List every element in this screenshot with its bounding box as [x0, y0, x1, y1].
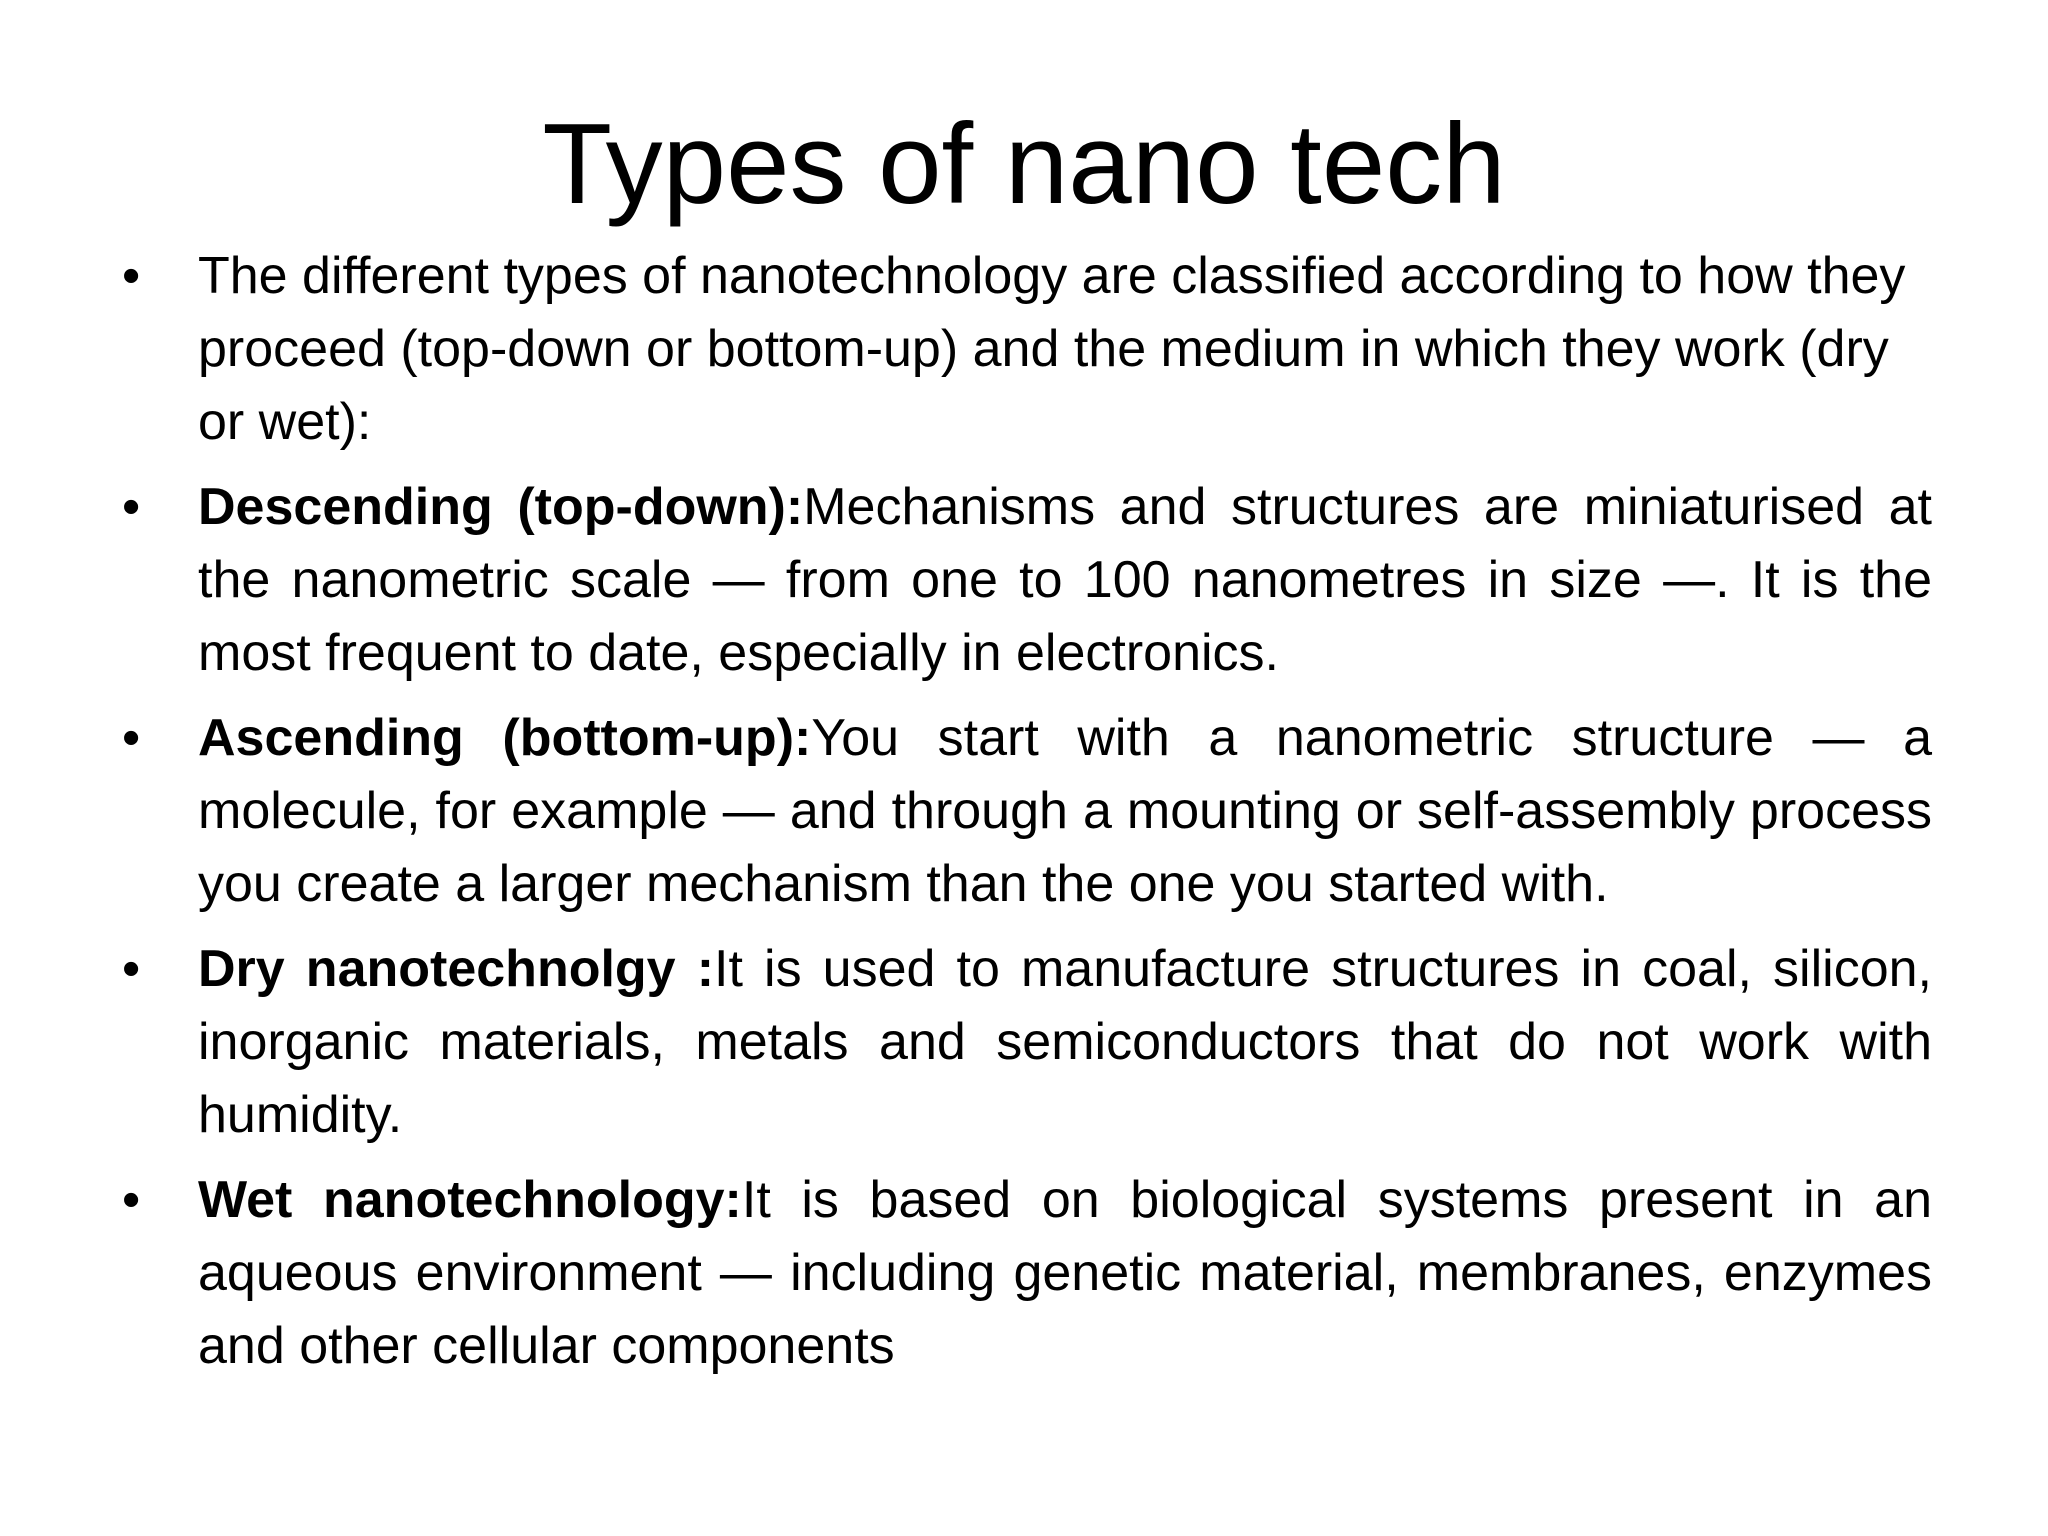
- bullet-text: You start with a nanometric structure — a molecule, for example — and through a mounting or self-assembly process you create a larger mechanism than the one you started with.: [198, 709, 1933, 913]
- bullet-text: It is based on biological systems present in an aqueous environment — including genetic material, membranes, enzymes and other cellular components: [198, 1171, 1933, 1375]
- bullet-icon: •: [122, 247, 141, 305]
- bullet-text: Mechanisms and structures are miniaturised at the nanometric scale — from one to 100 nanometres in size —. It is the most frequent to date, especially in electronics.: [198, 478, 1933, 682]
- bullet-icon: •: [122, 1171, 141, 1229]
- bullet-item-ascending: [122, 702, 1932, 921]
- bullet-item-wet: [122, 1164, 1932, 1383]
- bullet-icon: •: [122, 478, 141, 536]
- bullet-icon: •: [122, 709, 141, 767]
- bullet-term: Ascending (bottom-up):: [198, 709, 812, 767]
- bullet-text: The different types of nanotechnology are classified according to how they proceed (top-down or bottom-up) and the medium in which they work (dry or wet):: [198, 247, 1906, 451]
- bullet-term: Descending (top-down):: [198, 478, 804, 536]
- bullet-item-intro: [122, 240, 1932, 459]
- bullet-term: Dry nanotechnolgy :: [198, 940, 715, 998]
- bullet-item-descending: [122, 471, 1932, 690]
- bullet-item-dry: [122, 933, 1932, 1152]
- bullet-text: It is used to manufacture structures in coal, silicon, inorganic materials, metals and semiconductors that do not work with humidity.: [198, 940, 1932, 1144]
- slide-title: Types of nano tech: [542, 101, 1506, 228]
- bullet-icon: •: [122, 940, 141, 998]
- bullet-term: Wet nanotechnology:: [198, 1171, 742, 1229]
- bullet-list: [122, 240, 1932, 1395]
